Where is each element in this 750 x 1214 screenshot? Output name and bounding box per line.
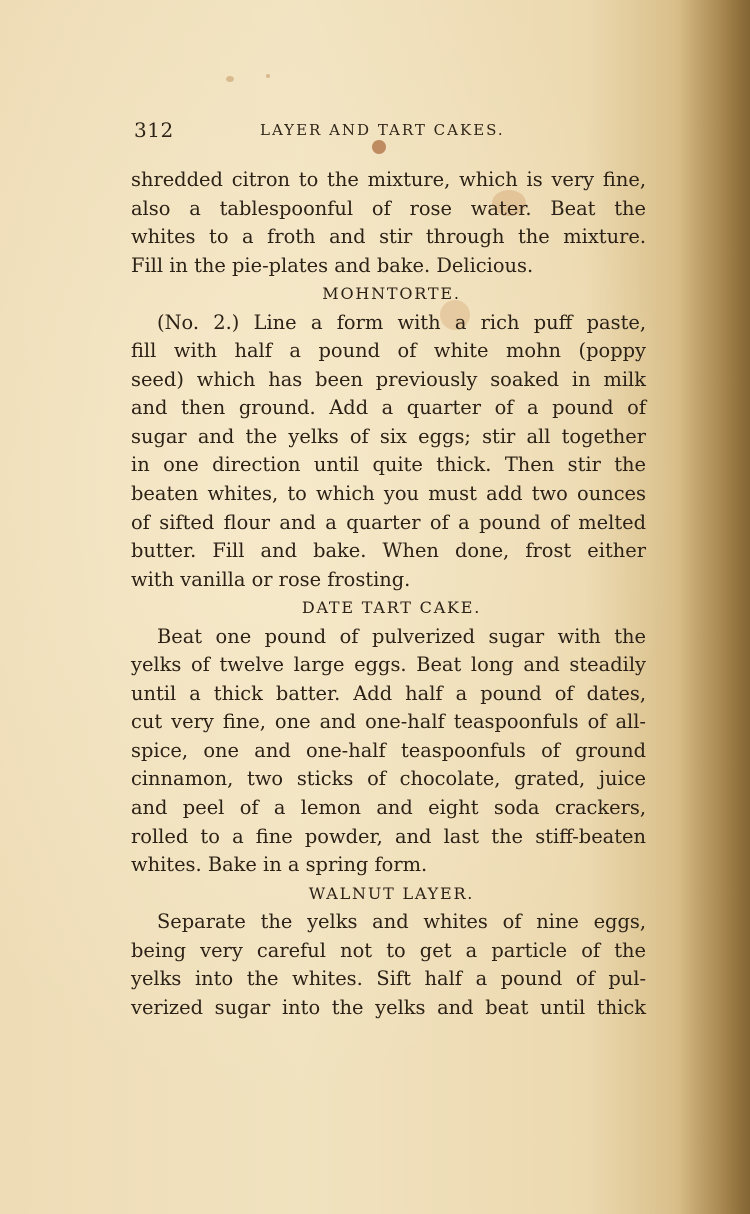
text-line: also a tablespoonful of rose water. Beat the (131, 196, 646, 220)
text-line: in one direction until quite thick. Then stir the (131, 453, 646, 477)
text-line: whites to a froth and stir through the mixture. (131, 225, 646, 249)
text-line: verized sugar into the yelks and beat until thick (131, 995, 646, 1019)
text-line: yelks into the whites. Sift half a pound of pul- (131, 967, 646, 991)
recipe-heading-date-tart-cake: DATE TART CAKE. (301, 598, 482, 618)
recipe-heading-mohntorte: MOHNTORTE. (322, 284, 461, 304)
text-line: until a thick batter. Add half a pound of dates, (131, 681, 646, 705)
text-line: sugar and the yelks of six eggs; stir all together (131, 424, 646, 448)
text-line: Separate the yelks and whites of nine eggs, (157, 910, 646, 934)
recipe-heading-walnut-layer: WALNUT LAYER. (308, 883, 475, 903)
text-line: shredded citron to the mixture, which is very fine, (131, 168, 646, 191)
text-line: of sifted flour and a quarter of a pound of melted (131, 510, 646, 534)
text-line: and then ground. Add a quarter of a pound of (131, 396, 646, 420)
text-line: with vanilla or rose frosting. (131, 567, 411, 591)
text-line: whites. Bake in a spring form. (131, 853, 428, 877)
text-line: (No. 2.) Line a form with a rich puff paste, (157, 310, 646, 334)
text-line: spice, one and one-half teaspoonfuls of ground (131, 738, 646, 762)
text-line: cut very fine, one and one-half teaspoonfuls of all- (131, 710, 646, 734)
text-line: fill with half a pound of white mohn (poppy (131, 339, 646, 363)
text-line: and peel of a lemon and eight soda crackers, (131, 796, 646, 820)
page-edge-shadow (680, 0, 750, 1214)
page-header (134, 118, 526, 146)
text-line: Fill in the pie-plates and bake. Delicious. (131, 253, 534, 277)
text-line: rolled to a fine powder, and last the stiff-beaten (131, 824, 646, 848)
text-line: yelks of twelve large eggs. Beat long and steadily (131, 653, 646, 677)
text-line: butter. Fill and bake. When done, frost either (131, 539, 646, 563)
text-line: cinnamon, two sticks of chocolate, grated, juice (131, 767, 646, 791)
ink-spot (266, 74, 270, 78)
text-line: seed) which has been previously soaked in milk (131, 367, 646, 391)
running-head: LAYER AND TART CAKES. (260, 121, 505, 139)
text-line: beaten whites, to which you must add two ounces (131, 482, 646, 506)
recipe-text (131, 166, 646, 1022)
text-line: Beat one pound of pulverized sugar with the (157, 624, 646, 648)
page-number: 312 (134, 118, 174, 142)
ink-spot (226, 76, 234, 82)
text-line: being very careful not to get a particle of the (131, 938, 646, 962)
